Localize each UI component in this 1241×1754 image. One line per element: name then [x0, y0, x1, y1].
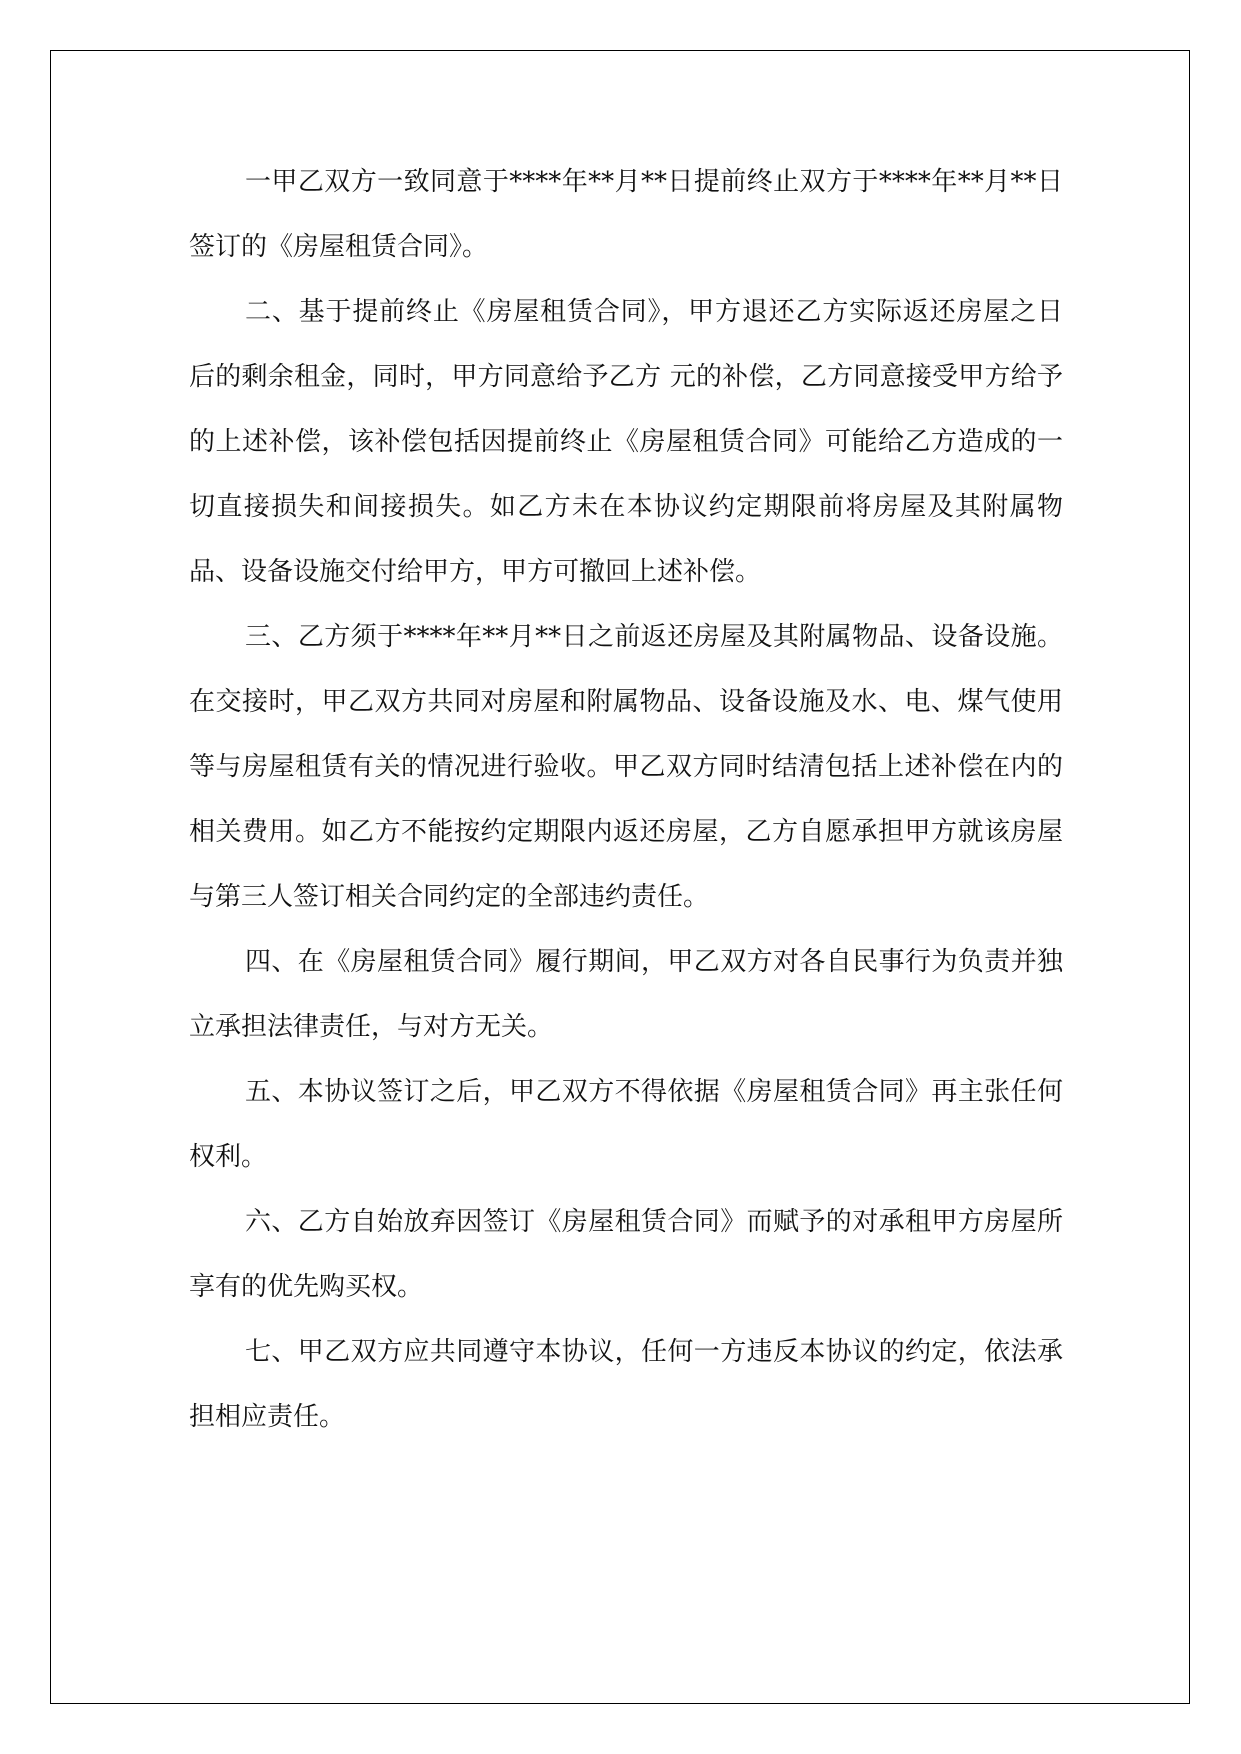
clause-4: 四、在《房屋租赁合同》履行期间，甲乙双方对各自民事行为负责并独立承担法律责任，与对方无关。	[189, 947, 1063, 1042]
clause-5: 五、本协议签订之后，甲乙双方不得依据《房屋租赁合同》再主张任何权利。	[189, 1077, 1063, 1172]
clause-2: 二、基于提前终止《房屋租赁合同》，甲方退还乙方实际返还房屋之日后的剩余租金，同时，甲方同意给予乙方 元的补偿，乙方同意接受甲方给予的上述补偿，该补偿包括因提前终止《房屋租赁合同》可能给乙方造成的一切直接损失和间接损失。如乙方未在本协议约定期限前将房屋及其附属物品、设备设施交付给甲方，甲方可撤回上述补偿。	[189, 297, 1063, 587]
clause-7: 七、甲乙双方应共同遵守本协议，任何一方违反本协议的约定，依法承担相应责任。	[189, 1337, 1063, 1432]
clause-3: 三、乙方须于****年**月**日之前返还房屋及其附属物品、设备设施。在交接时，甲乙双方共同对房屋和附属物品、设备设施及水、电、煤气使用等与房屋租赁有关的情况进行验收。甲乙双方同时结清包括上述补偿在内的相关费用。如乙方不能按约定期限内返还房屋，乙方自愿承担甲方就该房屋与第三人签订相关合同约定的全部违约责任。	[189, 622, 1063, 912]
clause-6: 六、乙方自始放弃因签订《房屋租赁合同》而赋予的对承租甲方房屋所享有的优先购买权。	[189, 1207, 1063, 1302]
document-body	[189, 150, 1063, 1450]
clause-1: 一甲乙双方一致同意于****年**月**日提前终止双方于****年**月**日签订的《房屋租赁合同》。	[189, 167, 1063, 262]
